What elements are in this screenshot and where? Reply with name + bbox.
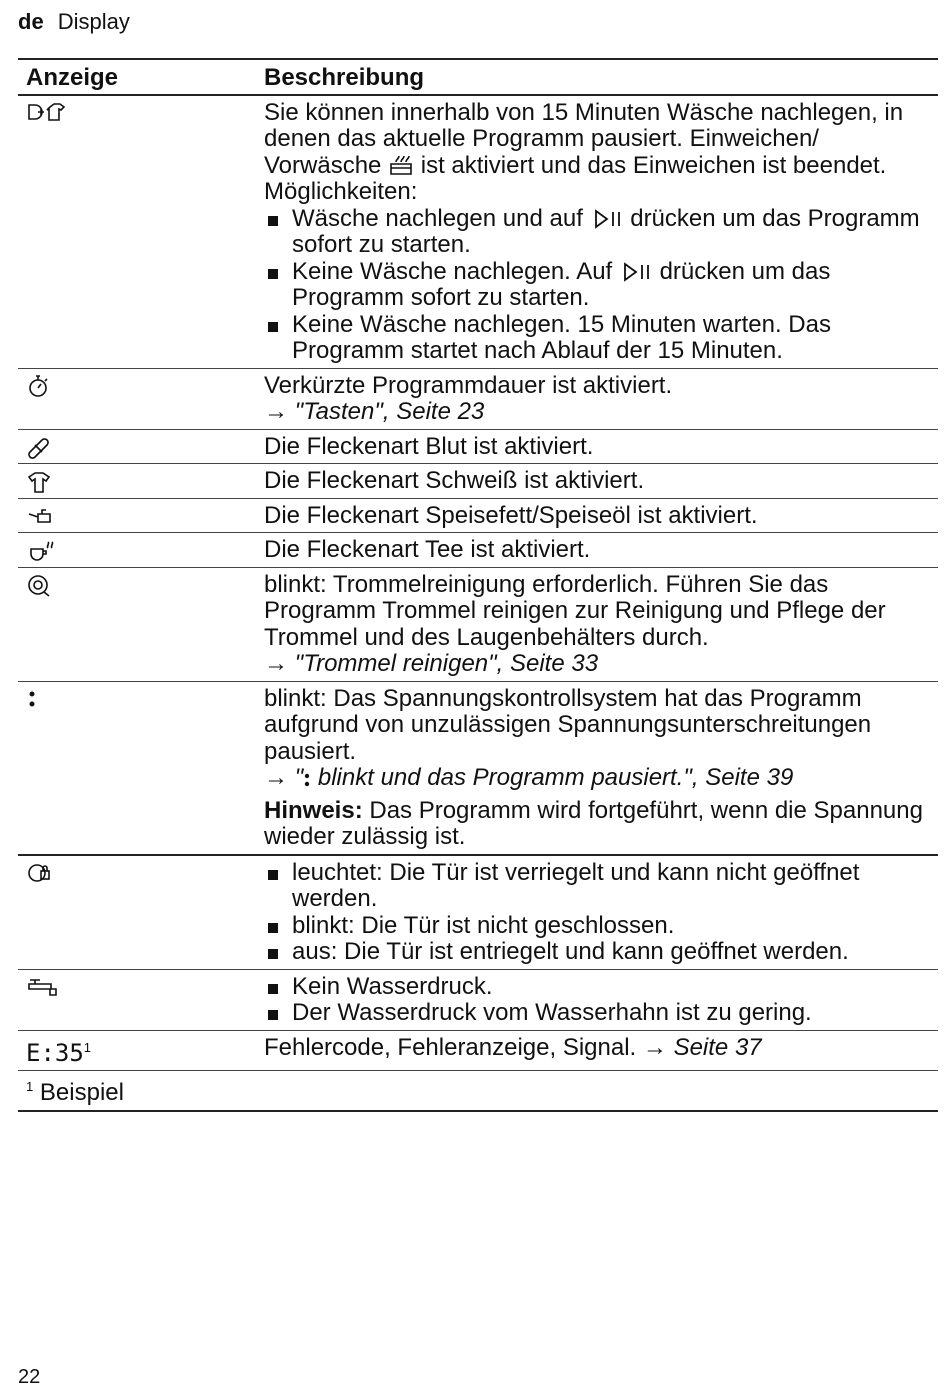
status-list [264,860,938,966]
display-table [18,58,938,1112]
arrow-icon: → [264,398,288,425]
list-text: drücken um das Programm sofort zu starten. [292,204,920,258]
arrow-icon: → [264,764,288,791]
table-row [18,95,938,369]
reference-link[interactable] [295,764,794,791]
list-item: Kein Wasserdruck. [264,974,938,1001]
options-label: Möglichkeiten: [264,178,418,205]
voltage-dots-icon [26,687,40,711]
cross-reference [264,651,938,678]
reference-text: blinkt und das Programm pausiert.", Seite 39 [311,764,794,791]
note-label: Hinweis: [264,796,363,824]
error-code: E:35 [26,1038,84,1067]
drum-clean-icon [26,572,52,598]
table-row [18,429,938,464]
column-header-beschreibung: Beschreibung [264,59,938,95]
table-row [18,855,938,970]
status-list [264,974,938,1027]
list-item: leuchtet: Die Tür ist verriegelt und kann nicht geöffnet werden. [264,860,938,913]
start-pause-icon [590,208,624,230]
voltage-dots-icon [303,768,311,790]
row-text: ist aktiviert und das Einweichen ist beendet. [420,151,887,179]
options-list [264,206,938,365]
row-text: Fehlercode, Fehleranzeige, Signal. [264,1033,637,1061]
column-header-anzeige: Anzeige [18,59,264,95]
row-text: Die Fleckenart Blut ist aktiviert. [264,429,938,464]
cross-reference [264,765,938,792]
note [264,798,938,851]
oil-can-icon [26,504,56,528]
stopwatch-icon [26,373,52,399]
table-row [18,567,938,681]
cross-reference [264,399,938,426]
table-row [18,498,938,533]
list-text: drücken um das Programm sofort zu starten. [292,257,831,311]
list-item: Der Wasserdruck vom Wasserhahn ist zu gering. [264,1000,938,1027]
list-item: Keine Wäsche nachlegen. 15 Minuten warten. Das Programm startet nach Ablauf der 15 Minuten. [264,312,938,365]
row-text: Verkürzte Programmdauer ist aktiviert. [264,371,673,399]
row-text: Die Fleckenart Speisefett/Speiseöl ist aktiviert. [264,498,938,533]
shirt-icon [26,470,52,494]
footnote-row [18,1071,938,1111]
tea-cup-icon [26,539,56,563]
arrow-icon: → [642,1033,667,1061]
list-item: aus: Die Tür ist entriegelt und kann geöffnet werden. [264,939,938,966]
row-text: Sie können innerhalb von 15 Minuten Wäsche nachlegen, in denen das aktuelle Programm pausiert. Einweichen/ Vorwäsche [264,98,904,179]
list-text: Keine Wäsche nachlegen. Auf [292,257,613,285]
language-tag: de [18,9,44,34]
prewash-icon [388,155,414,177]
table-header-row [18,59,938,95]
row-text: Die Fleckenart Tee ist aktiviert. [264,533,938,568]
footnote-mark: 1 [83,1039,92,1055]
reference-link[interactable]: Seite 37 [673,1033,762,1061]
table-row [18,969,938,1030]
door-lock-icon [26,861,56,885]
table-row [18,368,938,429]
start-pause-icon [619,261,653,283]
list-item [264,259,938,312]
water-tap-icon [26,974,60,1000]
note-text: Das Programm wird fortgeführt, wenn die Spannung wieder zulässig ist. [264,796,923,850]
reload-laundry-icon [26,101,70,125]
row-text: blinkt: Das Spannungskontrollsystem hat das Programm aufgrund von unzulässigen Spannungsunterschreitungen pausiert. [264,684,872,765]
footnote-text: Beispiel [39,1079,124,1106]
table-row [18,533,938,568]
section-title: Display [57,9,130,34]
footnote-mark: 1 [26,1079,34,1094]
list-text: Wäsche nachlegen und auf [292,204,583,232]
arrow-icon: → [264,650,288,677]
table-row [18,1030,938,1071]
list-item [264,206,938,259]
list-item: blinkt: Die Tür ist nicht geschlossen. [264,913,938,940]
page-number: 22 [18,1366,41,1388]
row-text: Die Fleckenart Schweiß ist aktiviert. [264,464,938,499]
table-row [18,681,938,855]
row-text: blinkt: Trommelreinigung erforderlich. Führen Sie das Programm Trommel reinigen zur Reinigung und Pflege der Trommel und des Laugenbehälters durch. [264,570,886,651]
table-row [18,464,938,499]
reference-link[interactable]: "Trommel reinigen", Seite 33 [294,650,599,677]
reference-link[interactable]: "Tasten", Seite 23 [294,398,485,425]
page-header [18,9,130,35]
reference-quote: " [294,764,304,791]
plaster-icon [26,435,52,459]
